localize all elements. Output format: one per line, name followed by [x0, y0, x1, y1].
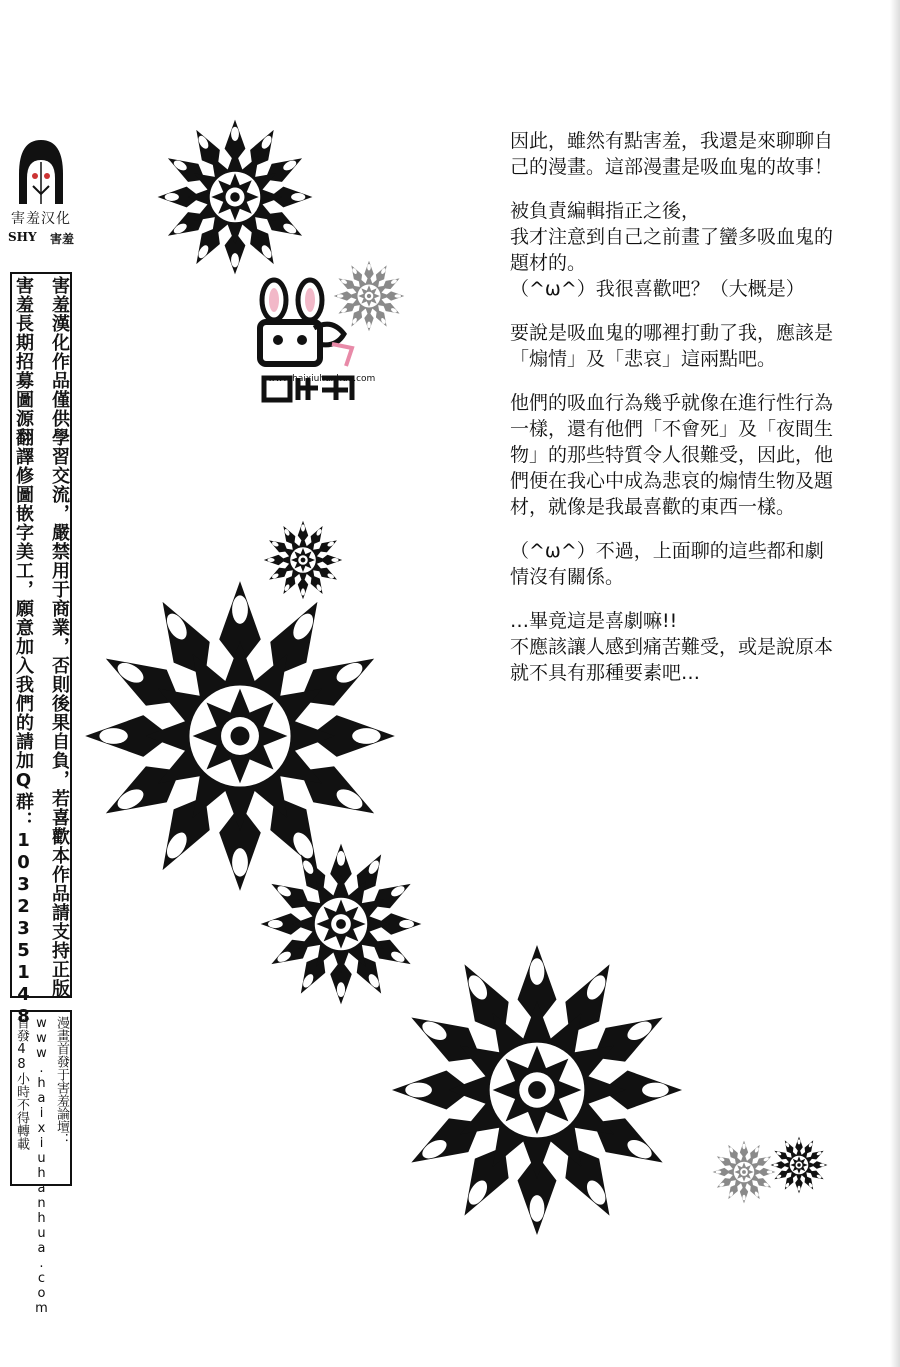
- paragraph: [510, 320, 880, 372]
- notice-column-2: 害羞長期招募圖源翻譯修圖嵌字美工，願意加入我們的請加Q群：103235148: [13, 276, 34, 1028]
- text-line: 要說是吸血鬼的哪裡打動了我，應該是: [510, 322, 834, 344]
- forum-column-3: 首發48小時不得轉載: [14, 1016, 29, 1150]
- text-line: 我才注意到自己之前畫了蠻多吸血鬼的: [510, 226, 834, 248]
- large-flower-bottom-icon: [354, 942, 720, 1238]
- text-line: 材，就像是我最喜歡的東西一樣。: [510, 496, 796, 518]
- paragraph: [510, 538, 880, 590]
- forum-column-2: www.haixiuhanhua.com: [34, 1016, 49, 1316]
- group-logo: [4, 134, 78, 247]
- text-line: 就不具有那種要素吧…: [510, 662, 701, 684]
- text-line: 「煽情」及「悲哀」這兩點吧。: [510, 348, 777, 370]
- tiny-flower-icon: [770, 1136, 828, 1194]
- text-line: 因此，雖然有點害羞，我還是來聊聊自: [510, 130, 834, 152]
- paragraph: [510, 608, 880, 686]
- text-line: 不應該讓人感到痛苦難受，或是說原本: [510, 636, 834, 658]
- logo-subtitle: [8, 230, 74, 247]
- text-line: 物」的那些特質令人很難受，因此，他: [510, 444, 834, 466]
- page-edge-shadow: [890, 0, 900, 1367]
- small-gray-flower-icon: [332, 260, 406, 332]
- text-line: 被負責編輯指正之後，: [510, 200, 701, 222]
- forum-notice: [10, 1010, 72, 1316]
- notice-column-1: 害羞漢化作品僅供學習交流，嚴禁用于商業，否則後果自負，若喜歡本作品請支持正版: [49, 276, 70, 998]
- logo-sub-right: 害羞: [49, 232, 74, 246]
- text-line: （^ω^）不過，上面聊的這些都和劇: [510, 540, 824, 562]
- text-line: 一樣，還有他們「不會死」及「夜間生: [510, 418, 834, 440]
- text-line: 題材的。: [510, 252, 587, 274]
- text-line: （^ω^）我很喜歡吧？（大概是）: [510, 278, 805, 300]
- paragraph: [510, 128, 880, 180]
- tiny-gray-flower-icon: [712, 1140, 776, 1204]
- scanlation-notice: [10, 272, 72, 1028]
- paragraph: [510, 198, 880, 302]
- text-line: 情沒有關係。: [510, 566, 625, 588]
- text-line: 們便在我心中成為悲哀的煽情生物及題: [510, 470, 834, 492]
- text-line: 己的漫畫。這部漫畫是吸血鬼的故事！: [510, 156, 834, 178]
- logo-sub-left: SHY: [8, 230, 37, 244]
- afterword-text: [510, 128, 880, 704]
- stamp-url: www.haixiuhanhua.com: [268, 374, 376, 384]
- text-line: 他們的吸血行為幾乎就像在進行性行為: [510, 392, 834, 414]
- forum-column-1: 漫畫首發于害羞論壇：: [54, 1016, 69, 1146]
- logo-caption: 害羞汉化: [11, 211, 71, 227]
- text-line: …畢竟這是喜劇嘛!!: [510, 610, 678, 632]
- snowflake-flower-icon: [150, 118, 320, 276]
- shy-face-logo-icon: [11, 134, 71, 206]
- paragraph: [510, 390, 880, 520]
